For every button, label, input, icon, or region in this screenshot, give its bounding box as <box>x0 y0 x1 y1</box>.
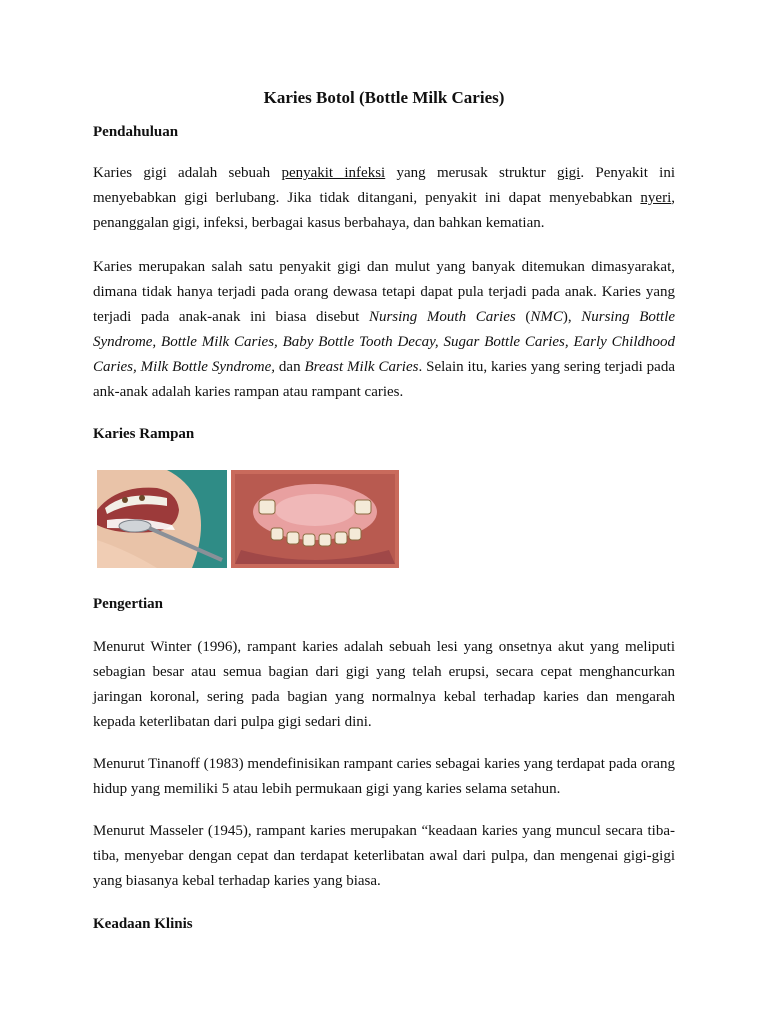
heading-pengertian: Pengertian <box>93 596 163 612</box>
text: dan <box>275 359 305 375</box>
photo-upper-arch-caries <box>231 470 399 568</box>
heading-pendahuluan: Pendahuluan <box>93 124 179 140</box>
photo-child-mouth-mirror <box>97 470 227 568</box>
heading-keadaan-klinis: Keadaan Klinis <box>93 916 193 932</box>
link-nyeri[interactable]: nyeri <box>640 190 672 206</box>
document-title: Karies Botol (Bottle Milk Caries) <box>263 88 505 107</box>
paragraph-intro <box>93 161 675 236</box>
paragraph-tinanoff: Menurut Tinanoff (1983) mendefinisikan rampant caries sebagai karies yang terdapat pada orang hidup yang memiliki 5 atau lebih permukaan gigi yang karies selama setahun. <box>93 756 675 797</box>
paragraph-masseler: Menurut Masseler (1945), rampant karies merupakan “keadaan karies yang muncul secara tiba-tiba, menyebar dengan cepat dan terdapat keterlibatan awal dari pulpa, dan mengenai gigi-gigi yang biasanya kebal terhadap karies yang biasa. <box>93 823 675 889</box>
text: yang merusak struktur <box>385 165 557 181</box>
text: , penanggalan gigi, infeksi, berbagai kasus berbahaya, dan bahkan kematian. <box>93 190 675 231</box>
text: ), <box>562 309 582 325</box>
heading-karies-rampan: Karies Rampan <box>93 426 195 442</box>
paragraph-karies <box>93 255 675 405</box>
link-penyakit-infeksi[interactable]: penyakit infeksi <box>281 165 386 181</box>
text: . Selain itu, karies yang sering terjadi pada ank-anak adalah karies rampan atau rampant caries. <box>93 359 675 400</box>
paragraph-winter: Menurut Winter (1996), rampant karies adalah sebuah lesi yang onsetnya akut yang meliputi sebagian besar atau semua bagian dari gigi yang telah erupsi, secara cepat menghancurkan jaringan koronal, sering pada bagian yang normalnya kebal terhadap karies dan mengarah kepada keterlibatan dari pulpa gigi sedari dini. <box>93 639 675 730</box>
italic-term: Nursing Mouth Caries <box>368 309 516 325</box>
italic-term: Breast Milk Caries <box>304 359 419 375</box>
text: ( <box>515 309 531 325</box>
link-gigi[interactable]: gigi <box>557 165 581 181</box>
italic-term: NMC <box>530 309 563 325</box>
text: Karies gigi adalah sebuah <box>93 165 282 181</box>
text: . Penyakit ini menyebabkan gigi berlubang. Jika tidak ditangani, penyakit ini dapat menyebabkan <box>93 165 675 206</box>
italic-term: Nursing Bottle Syndrome, Bottle Milk Caries, Baby Bottle Tooth Decay, Sugar Bottle Caries, Early Childhood Caries, Milk Bottle Syndrome, <box>93 309 676 375</box>
text: Karies merupakan salah satu penyakit gigi dan mulut yang banyak ditemukan dimasyarakat, dimana tidak hanya terjadi pada orang dewasa tetapi dapat pula terjadi pada anak. Karies yang terjadi pada anak-anak ini biasa disebut <box>93 259 675 325</box>
